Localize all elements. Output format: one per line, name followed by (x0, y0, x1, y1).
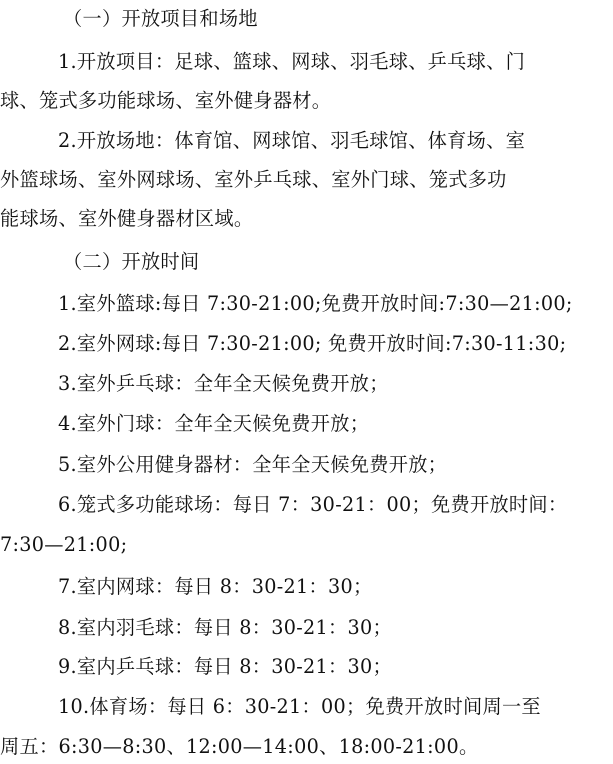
hours-item-outdoor-gateball: 4.室外门球：全年全天候免费开放； (58, 412, 370, 435)
hours-item-outdoor-basketball: 1.室外篮球:每日 7:30-21:00;免费开放时间:7:30—21:00; (58, 292, 573, 315)
hours-item-indoor-table-tennis: 9.室内乒乓球：每日 8：30-21：30； (58, 655, 393, 678)
hours-item-outdoor-table-tennis: 3.室外乒乓球：全年全天候免费开放； (58, 372, 389, 395)
paragraph-venues-line-2: 外篮球场、室外网球场、室外乒乓球、室外门球、笼式多功 (0, 168, 507, 191)
hours-item-outdoor-tennis: 2.室外网球:每日 7:30-21:00; 免费开放时间:7:30-11:30; (58, 332, 567, 355)
paragraph-items-line-1: 1.开放项目：足球、篮球、网球、羽毛球、乒乓球、门 (58, 50, 526, 73)
section-heading-hours: （二）开放时间 (63, 250, 200, 273)
hours-item-cage-court-line-2: 7:30—21:00; (0, 533, 128, 556)
paragraph-venues-line-1: 2.开放场地：体育馆、网球馆、羽毛球馆、体育场、室 (58, 129, 526, 152)
hours-item-public-fitness: 5.室外公用健身器材：全年全天候免费开放； (58, 453, 448, 476)
hours-item-indoor-tennis: 7.室内网球：每日 8：30-21：30； (58, 575, 373, 598)
hours-item-stadium-line-1: 10.体育场：每日 6：30-21：00；免费开放时间周一至 (58, 695, 541, 718)
hours-item-cage-court-line-1: 6.笼式多功能球场：每日 7：30-21：00；免费开放时间： (58, 493, 568, 516)
hours-item-indoor-badminton: 8.室内羽毛球：每日 8：30-21：30； (58, 616, 393, 639)
section-heading-venues: （一）开放项目和场地 (63, 7, 258, 30)
hours-item-stadium-line-2: 周五：6:30—8:30、12:00—14:00、18:00-21:00。 (0, 735, 479, 758)
paragraph-items-line-2: 球、笼式多功能球场、室外健身器材。 (0, 89, 332, 112)
paragraph-venues-line-3: 能球场、室外健身器材区域。 (0, 207, 254, 230)
